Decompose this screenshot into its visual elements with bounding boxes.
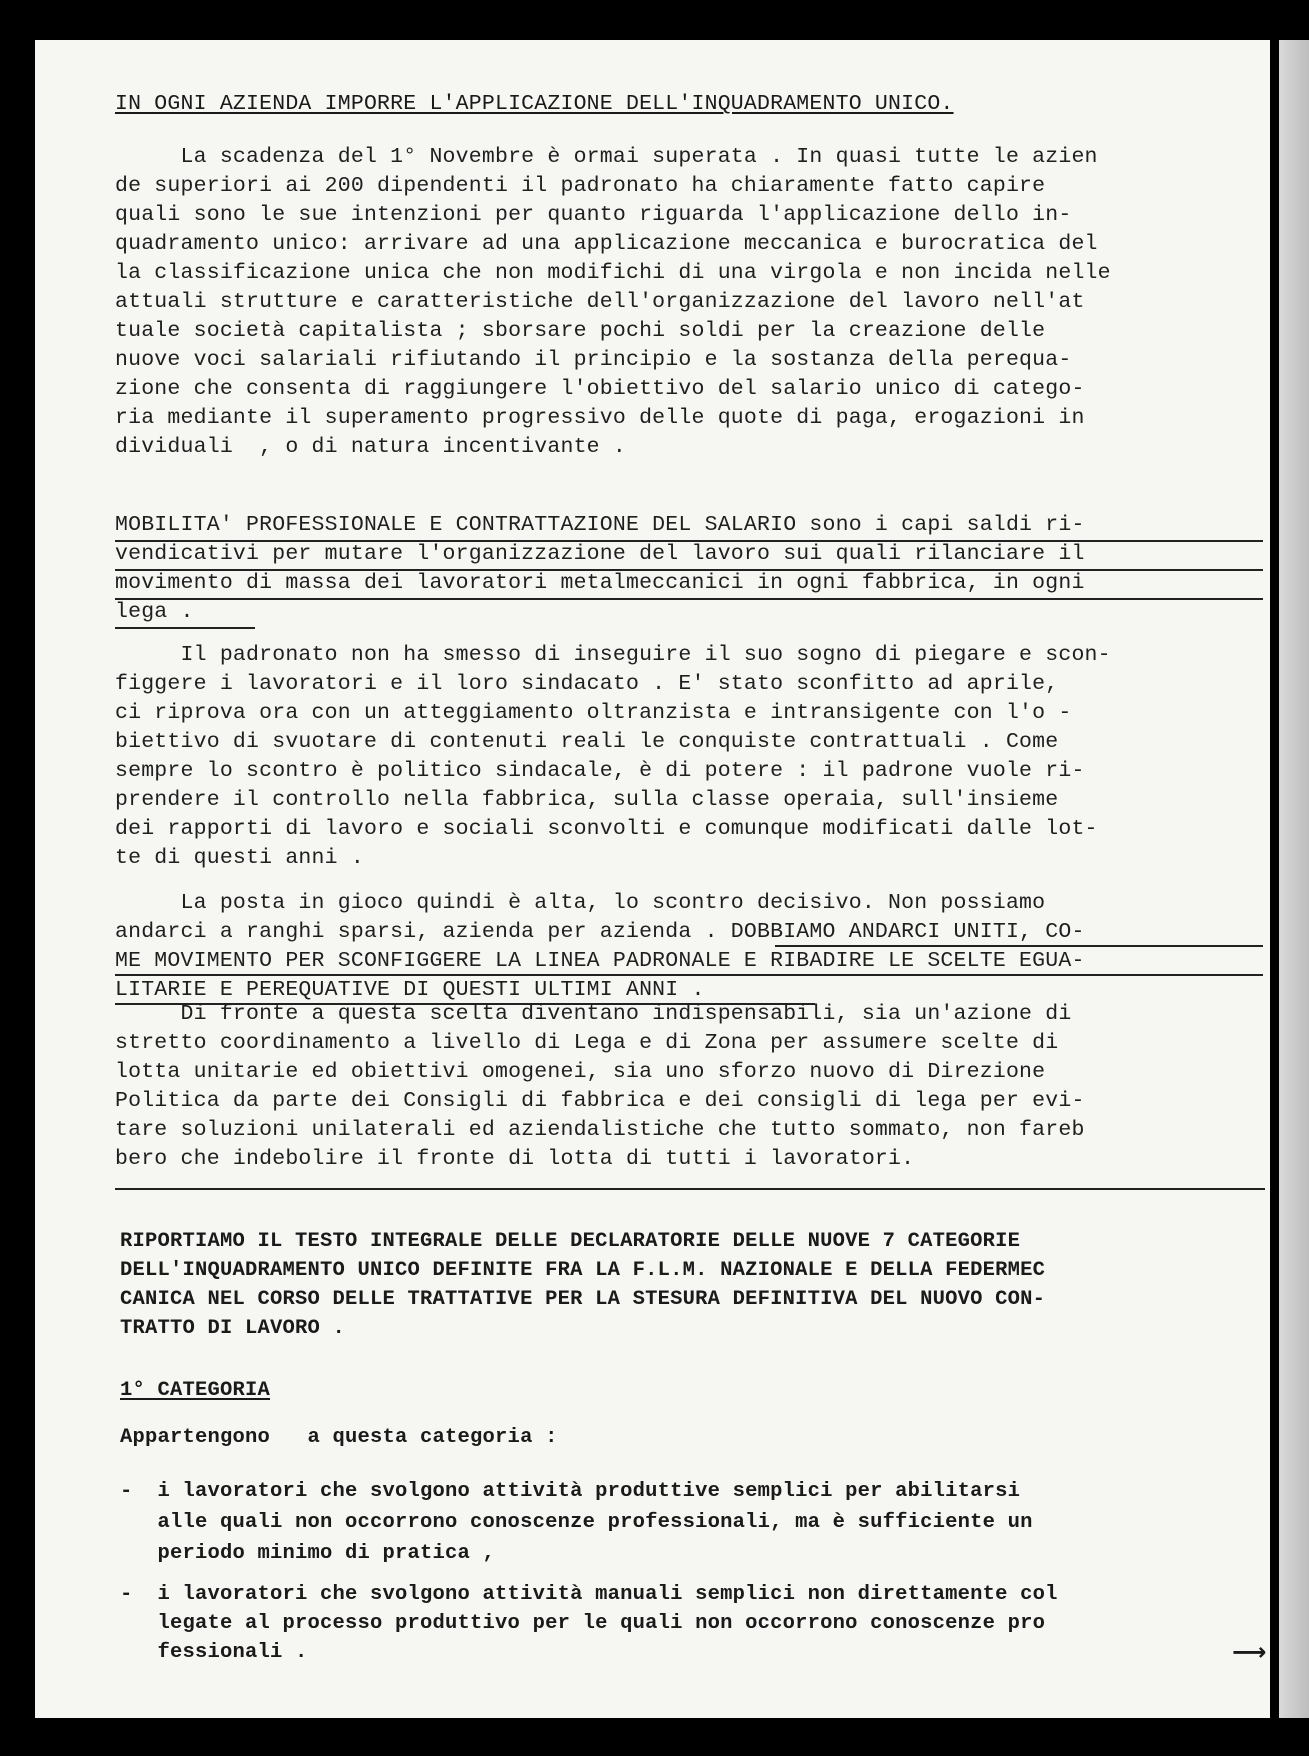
category-item: - i lavoratori che svolgono attività produttive semplici per abilitarsi alle quali non occorrono conoscenze professionali, ma è sufficiente un periodo minimo di pratica , bbox=[120, 1480, 1033, 1565]
continue-arrow-icon: ⟶ bbox=[1232, 1638, 1267, 1666]
category-heading: 1° CATEGORIA bbox=[120, 1379, 271, 1402]
category-item: - i lavoratori che svolgono attività manuali semplici non direttamente col legate al processo produttivo per le quali non occorrono conoscenze pro fessionali . bbox=[120, 1583, 1058, 1664]
paragraph-4: La posta in gioco quindi è alta, lo scontro decisivo. Non possiamo andarci a ranghi sparsi, azienda per azienda . DOBBIAMO ANDARCI UNITI, CO- ME MOVIMENTO PER SCONFIGGERE LA LINEA PADRONALE E RIBADIRE LE SCELTE EGUA- LITARIE E PEREQUATIVE DI QUESTI ULTIMI ANNI . bbox=[115, 891, 1085, 1002]
document-page bbox=[35, 40, 1270, 1718]
paragraph-5: Di fronte a questa scelta diventano indispensabili, sia un'azione di stretto coordinamento a livello di Lega e di Zona per assumere scelte di lotta unitarie ed obiettivi omogenei, sia uno sforzo nuovo di Direzione Politica da parte dei Consigli di fabbrica e dei consigli di lega per evi- tare soluzioni unilaterali ed aziendalistiche che tutto sommato, non fareb bero che indebolire il fronte di lotta di tutti i lavoratori. bbox=[115, 1002, 1085, 1171]
section-divider bbox=[115, 1188, 1265, 1190]
underline-rule bbox=[115, 974, 1263, 976]
paragraph-3: Il padronato non ha smesso di inseguire il suo sogno di piegare e scon- figgere i lavoratori e il loro sindacato . E' stato sconfitto ad aprile, ci riprova ora con un atteggiamento oltranzista e intransigente con l'o - biettivo di svuotare di contenuti reali le conquiste contrattuali . Come sempre lo scontro è politico sindacale, è di potere : il padrone vuole ri- prendere il controllo nella fabbrica, sulla classe operaia, sull'insieme dei rapporti di lavoro e sociali sconvolti e comunque modificati dalle lot- te di questi anni . bbox=[115, 643, 1111, 870]
paragraph-2: MOBILITA' PROFESSIONALE E CONTRATTAZIONE DEL SALARIO sono i capi saldi ri- vendicativi per mutare l'organizzazione del lavoro sui quali rilanciare il movimento di massa dei lavoratori metalmeccanici in ogni fabbrica, in ogni lega . bbox=[115, 513, 1085, 624]
underline-rule bbox=[115, 598, 1263, 600]
underline-rule bbox=[115, 540, 1263, 542]
underline-rule bbox=[115, 569, 1263, 571]
document-title: IN OGNI AZIENDA IMPORRE L'APPLICAZIONE DELL'INQUADRAMENTO UNICO. bbox=[115, 92, 954, 116]
adjacent-page-edge bbox=[1279, 40, 1309, 1718]
intro-bold: RIPORTIAMO IL TESTO INTEGRALE DELLE DECLARATORIE DELLE NUOVE 7 CATEGORIE DELL'INQUADRAMENTO UNICO DEFINITE FRA LA F.L.M. NAZIONALE E DELLA FEDERMEC CANICA NEL CORSO DELLE TRATTATIVE PER LA STESURA DEFINITIVA DEL NUOVO CON- TRATTO DI LAVORO . bbox=[120, 1230, 1046, 1340]
paragraph-1: La scadenza del 1° Novembre è ormai superata . In quasi tutte le azien de superiori ai 200 dipendenti il padronato ha chiaramente fatto capire quali sono le sue intenzioni per quanto riguarda l'applicazione dello in- quadramento unico: arrivare ad una applicazione meccanica e burocratica del la classificazione unica che non modifichi di una virgola e non incida nelle attuali strutture e caratteristiche dell'organizzazione del lavoro nell'at tuale società capitalista ; sborsare pochi soldi per la creazione delle nuove voci salariali rifiutando il principio e la sostanza della perequa- zione che consenta di raggiungere l'obiettivo del salario unico di catego- ria mediante il superamento progressivo delle quote di paga, erogazioni in dividuali , o di natura incentivante . bbox=[115, 145, 1111, 459]
underline-rule bbox=[775, 945, 1263, 947]
category-intro: Appartengono a questa categoria : bbox=[120, 1426, 558, 1449]
underline-rule bbox=[115, 627, 255, 629]
